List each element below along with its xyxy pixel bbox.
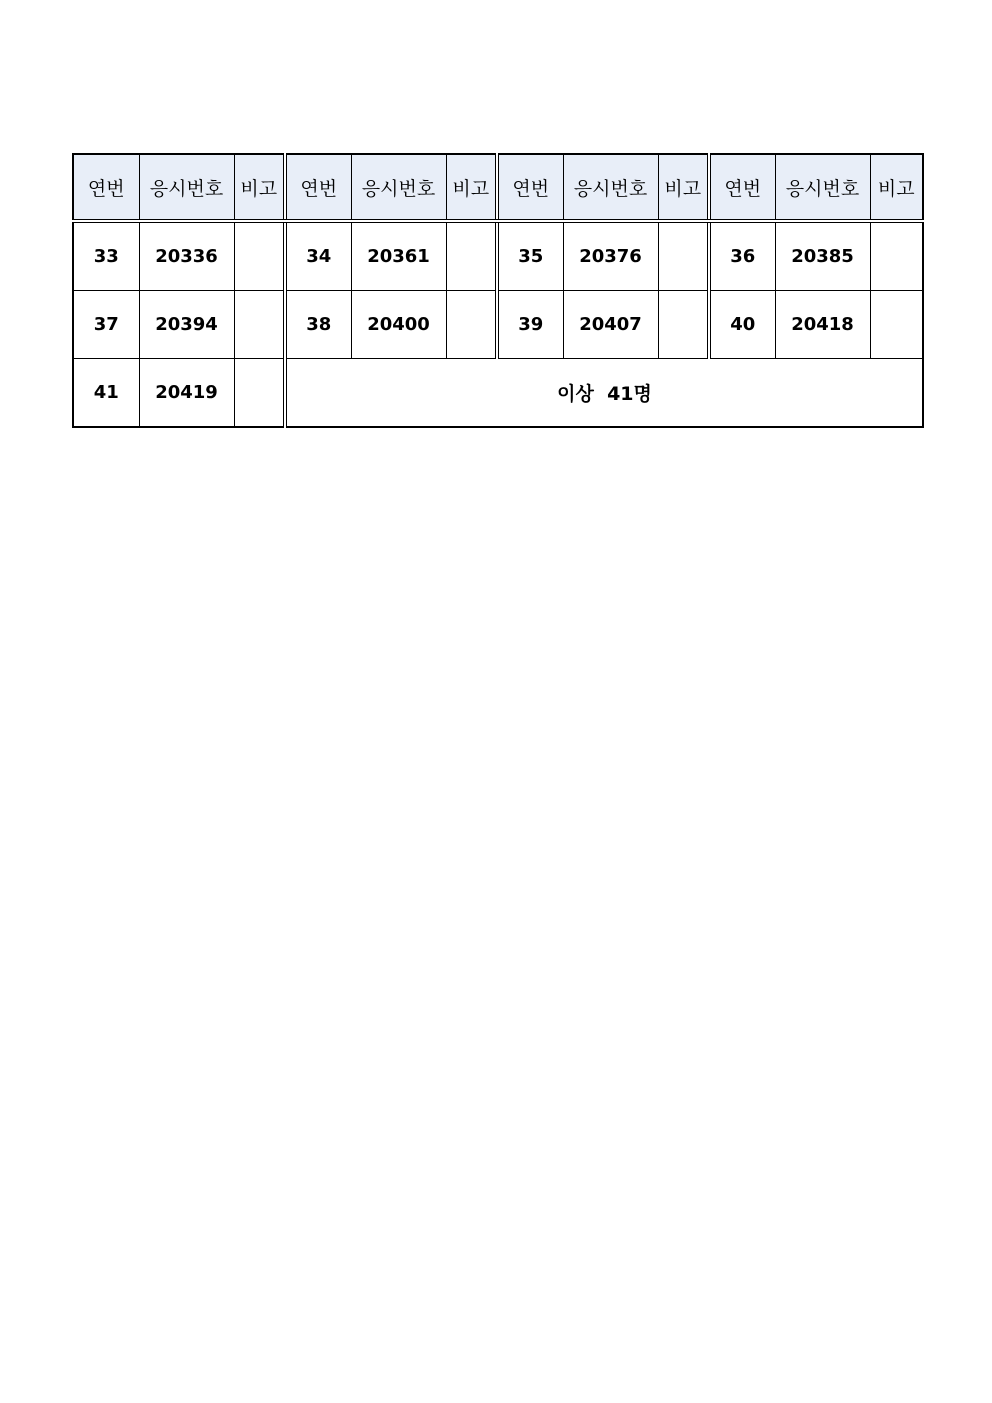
seq-cell: 40 (709, 291, 775, 359)
seq-cell: 35 (497, 221, 563, 291)
note-cell (234, 291, 285, 359)
note-cell (870, 221, 923, 291)
header-seq: 연번 (709, 154, 775, 221)
header-seq: 연번 (285, 154, 351, 221)
seq-cell: 36 (709, 221, 775, 291)
applicant-roster-table (72, 153, 924, 428)
roster-sheet (72, 153, 922, 428)
seq-cell: 41 (73, 359, 139, 428)
note-cell (870, 291, 923, 359)
exam-no-cell: 20336 (139, 221, 234, 291)
total-count-text: 이상 41명 (557, 383, 652, 405)
note-cell (658, 221, 709, 291)
exam-no-cell: 20407 (563, 291, 658, 359)
total-count-summary (285, 359, 923, 428)
exam-no-cell: 20394 (139, 291, 234, 359)
header-seq: 연번 (497, 154, 563, 221)
seq-cell: 37 (73, 291, 139, 359)
header-note: 비고 (658, 154, 709, 221)
header-exam-no: 응시번호 (139, 154, 234, 221)
table-body (73, 221, 923, 427)
note-cell (446, 221, 497, 291)
note-cell (234, 221, 285, 291)
table-header (73, 154, 923, 221)
header-exam-no: 응시번호 (563, 154, 658, 221)
note-cell (658, 291, 709, 359)
exam-no-cell: 20376 (563, 221, 658, 291)
table-row (73, 291, 923, 359)
exam-no-cell: 20419 (139, 359, 234, 428)
header-note: 비고 (234, 154, 285, 221)
header-seq: 연번 (73, 154, 139, 221)
header-note: 비고 (446, 154, 497, 221)
note-cell (446, 291, 497, 359)
exam-no-cell: 20385 (775, 221, 870, 291)
table-row (73, 359, 923, 428)
table-row (73, 221, 923, 291)
seq-cell: 39 (497, 291, 563, 359)
exam-no-cell: 20361 (351, 221, 446, 291)
exam-no-cell: 20418 (775, 291, 870, 359)
note-cell (234, 359, 285, 428)
exam-no-cell: 20400 (351, 291, 446, 359)
header-exam-no: 응시번호 (775, 154, 870, 221)
header-exam-no: 응시번호 (351, 154, 446, 221)
header-row (73, 154, 923, 221)
seq-cell: 34 (285, 221, 351, 291)
seq-cell: 38 (285, 291, 351, 359)
seq-cell: 33 (73, 221, 139, 291)
header-note: 비고 (870, 154, 923, 221)
